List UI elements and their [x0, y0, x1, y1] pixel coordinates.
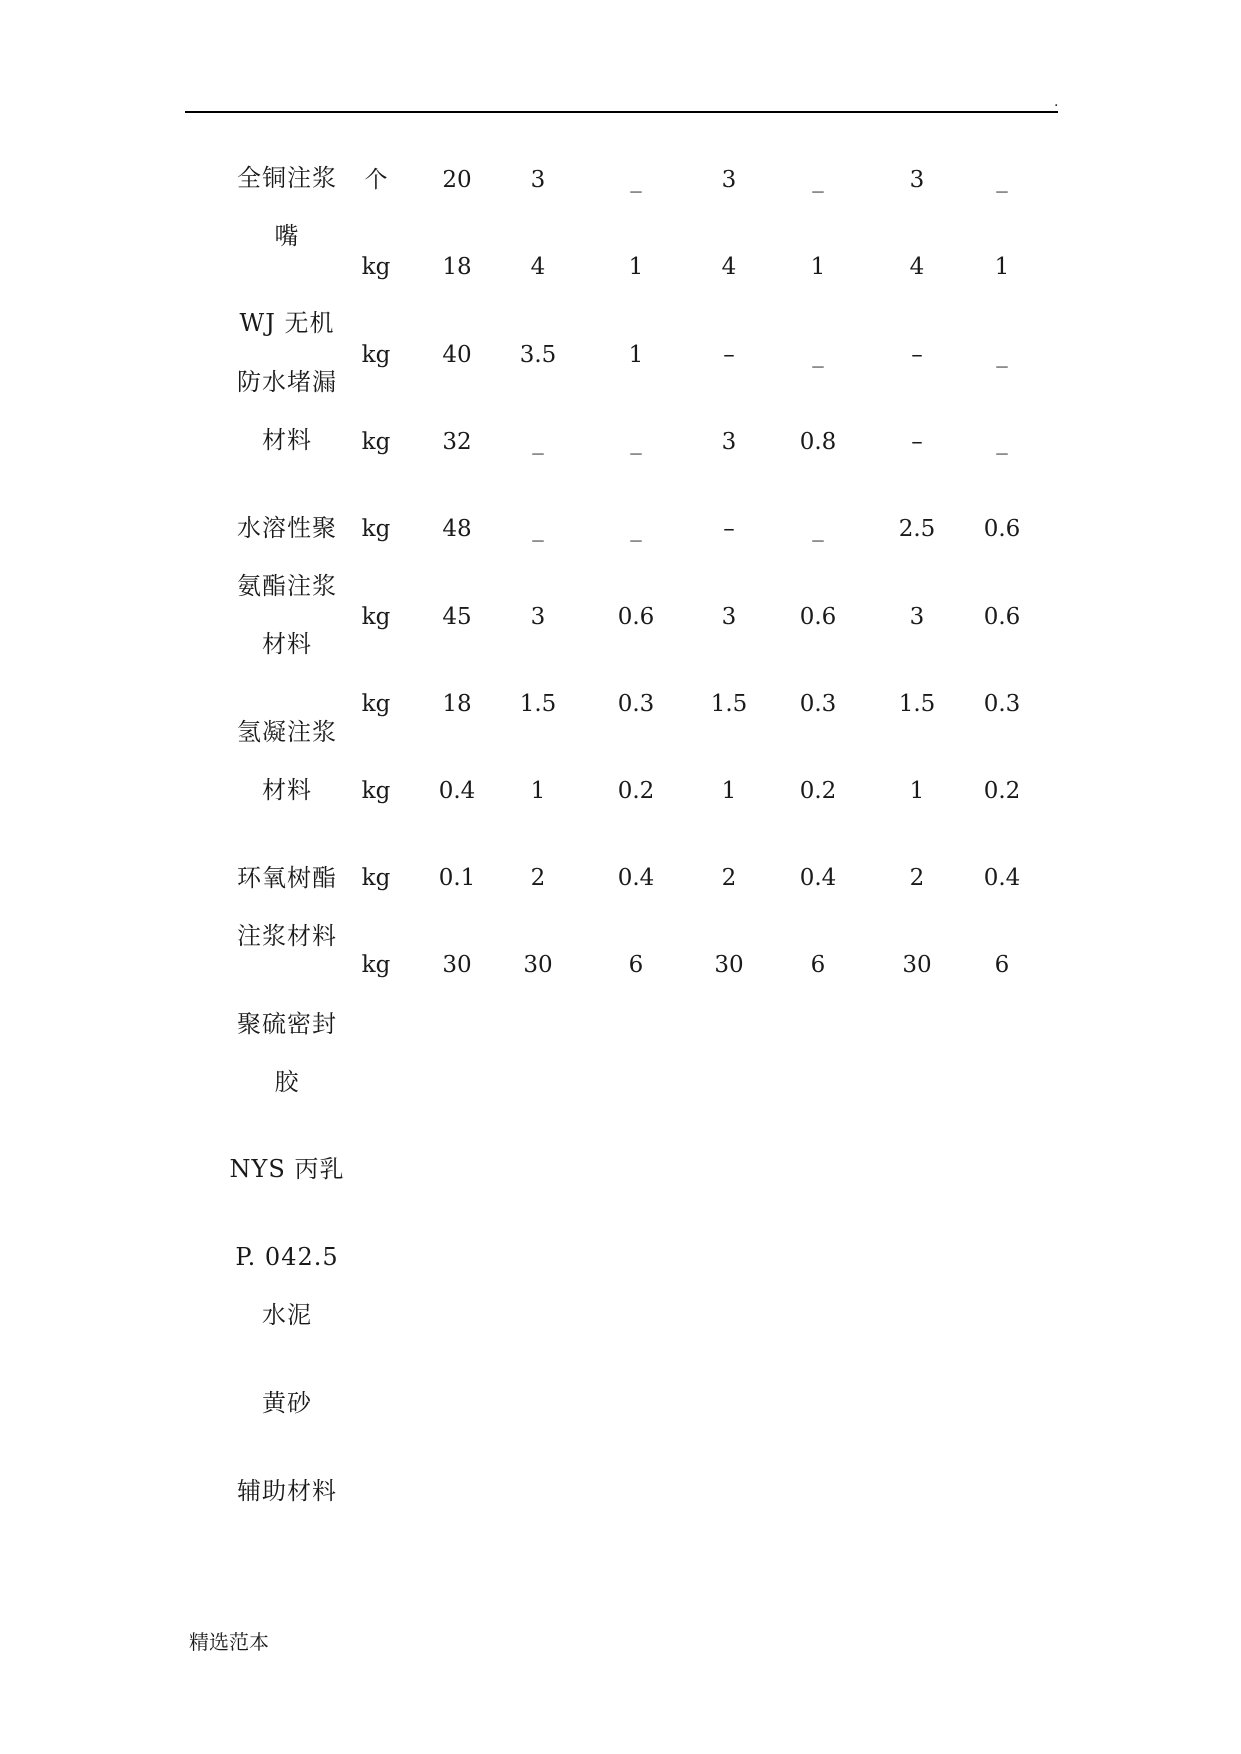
material-label-line: 全铜注浆 [237, 164, 337, 192]
value-cell: 1 [628, 254, 644, 280]
value-cell: 1 [628, 342, 644, 368]
material-label-line: 嘴 [274, 222, 300, 250]
footer-text: 精选范本 [189, 1630, 269, 1654]
value-cell: 3.5 [519, 342, 557, 368]
value-cell: 3 [530, 604, 546, 630]
value-cell: _ [812, 516, 824, 542]
value-cell: 0.6 [799, 604, 837, 630]
value-cell: – [723, 342, 735, 368]
header-mark: . [1054, 94, 1059, 110]
value-cell: 1.5 [519, 691, 557, 717]
value-cell: 4 [530, 254, 546, 280]
value-cell: 3 [909, 604, 925, 630]
material-label-line: 胶 [274, 1068, 300, 1096]
value-cell: 3 [721, 429, 737, 455]
value-cell: 0.1 [438, 865, 476, 891]
material-label-line: 材料 [262, 426, 312, 454]
value-cell: _ [996, 342, 1008, 368]
value-cell: 2 [530, 865, 546, 891]
material-label-line: WJ 无机 [239, 309, 335, 337]
value-cell: _ [532, 516, 544, 542]
value-cell: 0.4 [438, 778, 476, 804]
material-label-line: 水泥 [262, 1301, 312, 1329]
material-label-line: NYS 丙乳 [229, 1155, 345, 1183]
value-cell: 20 [442, 167, 472, 193]
value-cell: 4 [909, 254, 925, 280]
unit-cell: kg [361, 952, 391, 978]
header-rule [185, 111, 1058, 113]
value-cell: _ [996, 429, 1008, 455]
value-cell: 0.6 [617, 604, 655, 630]
material-label-line: 黄砂 [262, 1389, 312, 1417]
value-cell: 6 [810, 952, 826, 978]
value-cell: 30 [902, 952, 932, 978]
value-cell: 2 [909, 865, 925, 891]
value-cell: 0.2 [983, 778, 1021, 804]
value-cell: 30 [714, 952, 744, 978]
value-cell: 2 [721, 865, 737, 891]
value-cell: _ [996, 167, 1008, 193]
value-cell: 3 [721, 604, 737, 630]
value-cell: _ [630, 167, 642, 193]
value-cell: 0.3 [983, 691, 1021, 717]
value-cell: 1.5 [898, 691, 936, 717]
material-label-line: P. 042.5 [235, 1243, 339, 1271]
material-label-line: 材料 [262, 630, 312, 658]
value-cell: 6 [994, 952, 1010, 978]
value-cell: 3 [530, 167, 546, 193]
value-cell: 1 [721, 778, 737, 804]
unit-cell: 个 [364, 167, 388, 193]
material-label-line: 辅助材料 [237, 1477, 337, 1505]
value-cell: 0.6 [983, 516, 1021, 542]
value-cell: 45 [442, 604, 472, 630]
value-cell: 48 [442, 516, 472, 542]
material-label-line: 环氧树酯 [237, 864, 337, 892]
unit-cell: kg [361, 254, 391, 280]
value-cell: 0.8 [799, 429, 837, 455]
value-cell: _ [812, 167, 824, 193]
value-cell: _ [532, 429, 544, 455]
material-label-line: 注浆材料 [237, 922, 337, 950]
unit-cell: kg [361, 342, 391, 368]
value-cell: 1 [909, 778, 925, 804]
value-cell: 0.2 [617, 778, 655, 804]
value-cell: – [723, 516, 735, 542]
value-cell: 0.4 [799, 865, 837, 891]
value-cell: 0.4 [617, 865, 655, 891]
unit-cell: kg [361, 865, 391, 891]
value-cell: 0.4 [983, 865, 1021, 891]
value-cell: 2.5 [898, 516, 936, 542]
unit-cell: kg [361, 604, 391, 630]
material-label-line: 聚硫密封 [237, 1010, 337, 1038]
material-label-line: 氨酯注浆 [237, 572, 337, 600]
value-cell: 18 [442, 254, 472, 280]
value-cell: 0.2 [799, 778, 837, 804]
value-cell: – [911, 342, 923, 368]
unit-cell: kg [361, 516, 391, 542]
value-cell: _ [812, 342, 824, 368]
value-cell: 1 [530, 778, 546, 804]
value-cell: _ [630, 516, 642, 542]
value-cell: 40 [442, 342, 472, 368]
unit-cell: kg [361, 778, 391, 804]
material-label-line: 材料 [262, 776, 312, 804]
material-label-line: 氢凝注浆 [237, 718, 337, 746]
value-cell: 3 [721, 167, 737, 193]
material-label-line: 防水堵漏 [237, 368, 337, 396]
unit-cell: kg [361, 691, 391, 717]
value-cell: 0.3 [617, 691, 655, 717]
value-cell: 3 [909, 167, 925, 193]
unit-cell: kg [361, 429, 391, 455]
value-cell: 0.6 [983, 604, 1021, 630]
value-cell: – [911, 429, 923, 455]
material-label-line: 水溶性聚 [237, 514, 337, 542]
value-cell: 18 [442, 691, 472, 717]
value-cell: _ [630, 429, 642, 455]
value-cell: 6 [628, 952, 644, 978]
value-cell: 4 [721, 254, 737, 280]
value-cell: 1.5 [710, 691, 748, 717]
value-cell: 0.3 [799, 691, 837, 717]
value-cell: 30 [442, 952, 472, 978]
value-cell: 1 [810, 254, 826, 280]
value-cell: 30 [523, 952, 553, 978]
value-cell: 32 [442, 429, 472, 455]
value-cell: 1 [994, 254, 1010, 280]
